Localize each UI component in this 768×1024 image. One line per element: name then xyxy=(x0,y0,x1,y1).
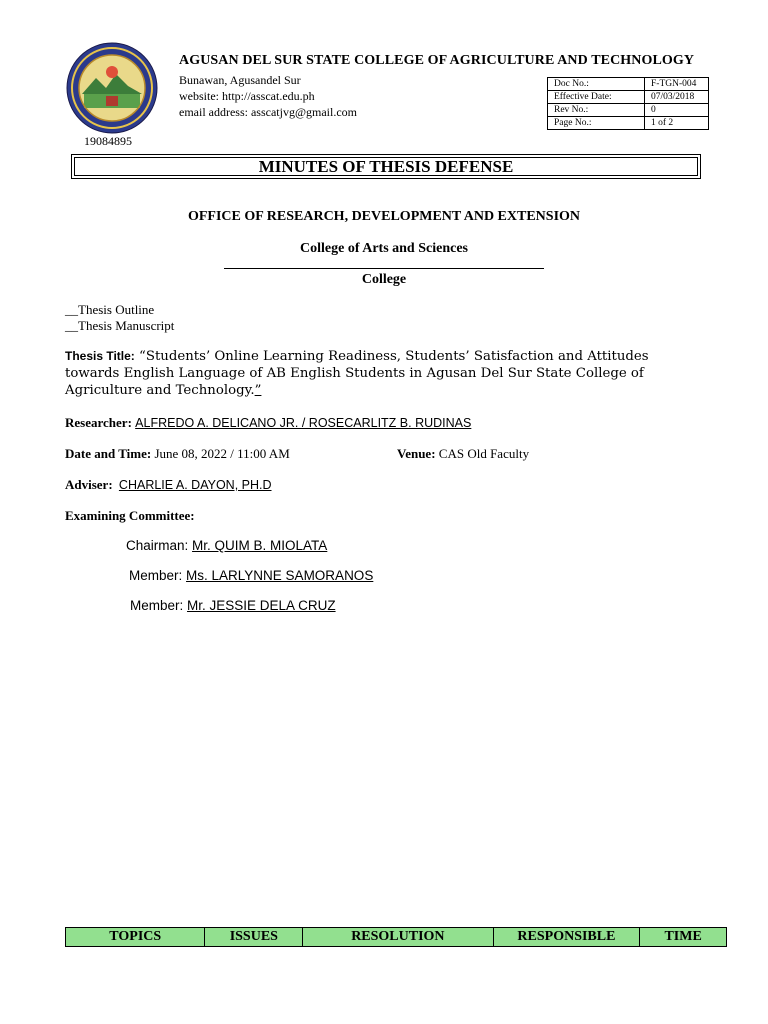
doc-info-row xyxy=(548,78,709,91)
header-topics: TOPICS xyxy=(66,928,205,947)
doc-no-value: F-TGN-004 xyxy=(645,78,709,91)
researcher-field xyxy=(65,415,471,431)
option-thesis-manuscript[interactable]: __Thesis Manuscript xyxy=(65,318,175,333)
rev-no-label: Rev No.: xyxy=(548,104,645,117)
college-email: email address: asscatjvg@gmail.com xyxy=(179,105,358,119)
registration-number: 19084895 xyxy=(84,134,132,148)
college-underline xyxy=(224,268,544,269)
office-name: OFFICE OF RESEARCH, DEVELOPMENT AND EXTENSION xyxy=(187,209,581,224)
minutes-table-header-row xyxy=(66,928,727,947)
college-name: AGUSAN DEL SUR STATE COLLEGE OF AGRICULTURE AND TECHNOLOGY xyxy=(179,53,695,68)
member-2-name: Mr. JESSIE DELA CRUZ xyxy=(187,598,336,613)
thesis-title-block xyxy=(65,348,685,399)
committee-member-2 xyxy=(130,598,336,613)
college-address: Bunawan, Agusandel Sur xyxy=(179,73,301,87)
datetime-field xyxy=(65,446,290,462)
college-seal-icon xyxy=(66,42,158,134)
header-resolution: RESOLUTION xyxy=(303,928,493,947)
member-2-role: Member: xyxy=(130,598,184,613)
researcher-value: ALFREDO A. DELICANO JR. / ROSECARLITZ B. RUDINAS xyxy=(135,416,472,430)
member-1-name: Ms. LARLYNNE SAMORANOS xyxy=(186,568,374,583)
venue-label: Venue: xyxy=(397,446,436,461)
datetime-label: Date and Time: xyxy=(65,446,152,461)
adviser-label: Adviser: xyxy=(65,477,113,492)
header-responsible: RESPONSIBLE xyxy=(493,928,640,947)
committee-heading: Examining Committee: xyxy=(65,508,195,523)
rev-no-value: 0 xyxy=(645,104,709,117)
committee-chairman xyxy=(126,538,327,553)
venue-field xyxy=(397,446,529,462)
thesis-title: “Students’ Online Learning Readiness, Students’ Satisfaction and Attitudes towards English Language of AB English Students in Agusan Del Sur State College of Agriculture and Technology. xyxy=(65,349,649,398)
header-issues: ISSUES xyxy=(205,928,303,947)
doc-info-row xyxy=(548,91,709,104)
datetime-value: June 08, 2022 / 11:00 AM xyxy=(154,446,290,461)
doc-info-row xyxy=(548,104,709,117)
doc-info-row xyxy=(548,117,709,130)
header-time: TIME xyxy=(640,928,727,947)
document-info-table xyxy=(547,77,709,130)
effective-date-label: Effective Date: xyxy=(548,91,645,104)
option-thesis-outline[interactable]: __Thesis Outline xyxy=(65,302,155,317)
committee-member-1 xyxy=(129,568,373,583)
form-title-box xyxy=(71,154,701,179)
adviser-value: CHARLIE A. DAYON, PH.D xyxy=(118,478,272,492)
page-no-value: 1 of 2 xyxy=(645,117,709,130)
venue-value: CAS Old Faculty xyxy=(438,446,530,461)
page-no-label: Page No.: xyxy=(548,117,645,130)
member-1-role: Member: xyxy=(129,568,183,583)
college-value: College of Arts and Sciences xyxy=(300,241,468,256)
researcher-label: Researcher: xyxy=(65,415,132,430)
thesis-title-label: Thesis Title: xyxy=(65,349,135,363)
form-title: MINUTES OF THESIS DEFENSE xyxy=(74,157,698,176)
doc-no-label: Doc No.: xyxy=(548,78,645,91)
minutes-table xyxy=(65,927,727,947)
college-website: website: http://asscat.edu.ph xyxy=(179,89,315,103)
chairman-name: Mr. QUIM B. MIOLATA xyxy=(192,538,328,553)
adviser-field xyxy=(65,477,272,493)
thesis-title-closing-quote: ” xyxy=(254,383,262,398)
chairman-role: Chairman: xyxy=(126,538,189,553)
effective-date-value: 07/03/2018 xyxy=(645,91,709,104)
college-label: College xyxy=(361,272,407,287)
committee-label xyxy=(65,508,195,524)
